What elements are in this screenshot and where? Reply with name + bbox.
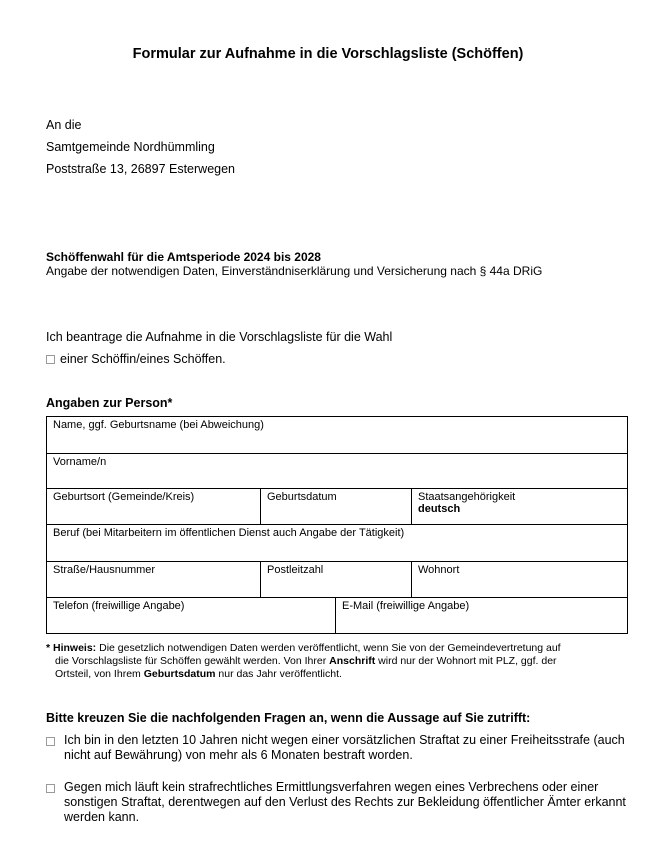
hint-label: * Hinweis: [46,642,97,654]
hint-text-5: nur das Jahr veröffentlicht. [215,668,342,680]
address-line-1: An die [46,118,82,132]
postleitzahl-field-label: Postleitzahl [267,564,324,576]
staatsangehoerigkeit-field[interactable] [412,489,628,525]
question-2-text: Gegen mich läuft kein strafrechtliches Ermittlungsverfahren wegen eines Verbrechens oder einer sonstigen Straftat, derentwegen auf den Verlust des Rechts zur Bekleidung öffentlicher Ämter erkannt werden kann. [64,780,626,824]
hint-text-3: wird nur der Wohnort mit PLZ, ggf. der [375,655,557,667]
hint-note [46,642,616,681]
strasse-field-label: Straße/Hausnummer [53,564,156,576]
name-field-label: Name, ggf. Geburtsname (bei Abweichung) [53,419,264,431]
hint-line-3 [46,668,616,681]
address-line-3: Poststraße 13, 26897 Esterwegen [46,162,236,176]
geburtsort-field-label: Geburtsort (Gemeinde/Kreis) [53,491,195,503]
election-heading: Schöffenwahl für die Amtsperiode 2024 bis 2028 [46,250,321,264]
person-section-heading: Angaben zur Person* [46,396,173,410]
vorname-field-label: Vorname/n [53,456,107,468]
election-subheading: Angabe der notwendigen Daten, Einverständniserklärung und Versicherung nach § 44a DRiG [46,264,543,278]
question-1-text: Ich bin in den letzten 10 Jahren nicht wegen einer vorsätzlichen Straftat zu einer Freiheitsstrafe (auch nicht auf Bewährung) von mehr als 6 Monaten bestraft worden. [64,733,625,762]
person-form-table [46,416,628,634]
hint-geburtsdatum: Geburtsdatum [143,668,216,680]
application-text: Ich beantrage die Aufnahme in die Vorschlagsliste für die Wahl [46,330,393,344]
question-2[interactable] [46,780,636,825]
schoeffe-checkbox[interactable] [46,355,55,364]
telefon-field[interactable] [47,598,336,634]
postleitzahl-field[interactable] [261,562,412,598]
schoeffe-option[interactable] [46,352,226,366]
geburtsdatum-field[interactable] [261,489,412,525]
hint-text-4: Ortsteil, von Ihrem [55,668,144,680]
geburtsort-field[interactable] [47,489,261,525]
hint-text-2: die Vorschlagsliste für Schöffen gewählt werden. Von Ihrer [55,655,330,667]
staatsangehoerigkeit-value: deutsch [418,503,461,515]
question-1-checkbox[interactable] [46,737,55,746]
geburtsdatum-field-label: Geburtsdatum [267,491,337,503]
beruf-field-label: Beruf (bei Mitarbeitern im öffentlichen Dienst auch Angabe der Tätigkeit) [53,527,405,539]
beruf-field[interactable] [47,525,628,562]
page-title: Formular zur Aufnahme in die Vorschlagsliste (Schöffen) [132,46,524,62]
email-field[interactable] [336,598,628,634]
hint-line-2 [46,655,616,668]
staatsangehoerigkeit-field-label: Staatsangehörigkeit [418,491,516,503]
telefon-field-label: Telefon (freiwillige Angabe) [53,600,185,612]
name-field[interactable] [47,417,628,454]
question-2-checkbox[interactable] [46,784,55,793]
schoeffe-option-label: einer Schöffin/eines Schöffen. [60,352,226,366]
hint-anschrift: Anschrift [329,655,376,667]
address-line-2: Samtgemeinde Nordhümmling [46,140,215,154]
wohnort-field-label: Wohnort [418,564,460,576]
strasse-field[interactable] [47,562,261,598]
hint-text-1: Die gesetzlich notwendigen Daten werden veröffentlicht, wenn Sie von der Gemeindevertretung auf [96,642,561,654]
questions-heading: Bitte kreuzen Sie die nachfolgenden Fragen an, wenn die Aussage auf Sie zutrifft: [46,711,531,725]
vorname-field[interactable] [47,454,628,489]
question-1[interactable] [46,733,636,763]
wohnort-field[interactable] [412,562,628,598]
email-field-label: E-Mail (freiwillige Angabe) [342,600,470,612]
